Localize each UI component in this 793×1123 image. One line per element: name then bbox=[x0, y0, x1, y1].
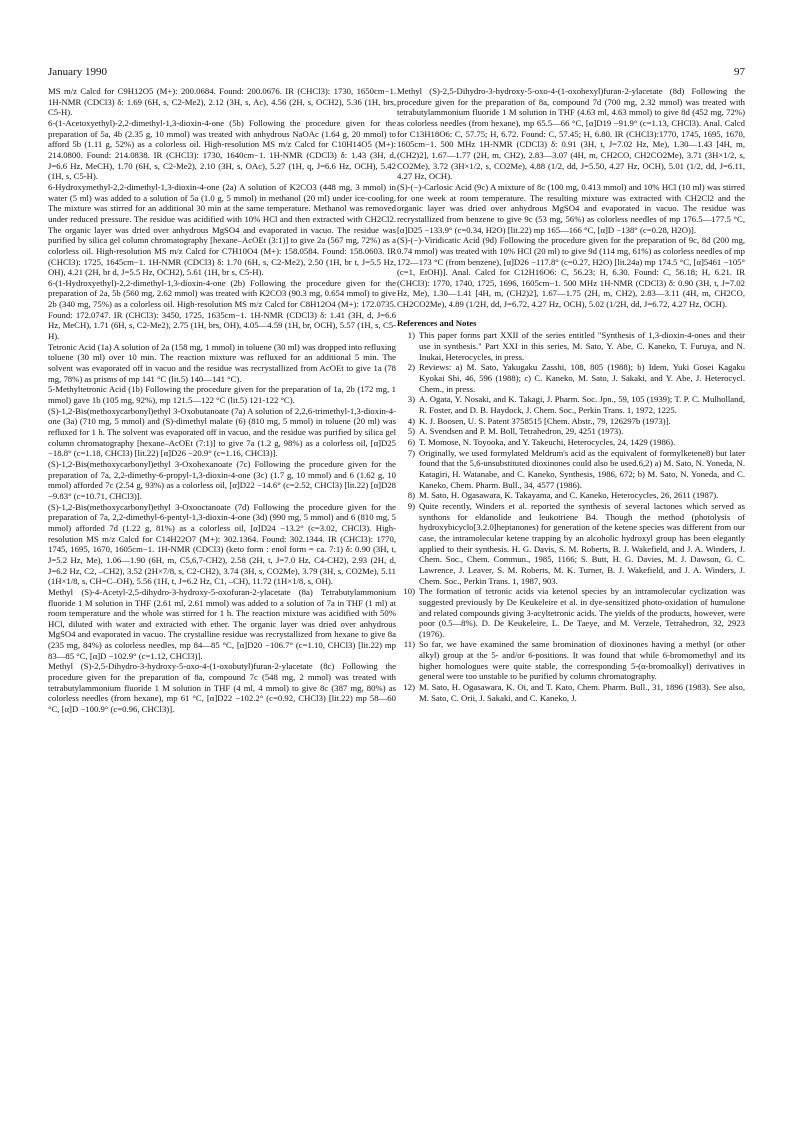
reference-text: M. Sato, H. Ogasawara, K. Takayama, and C. Kaneko, Heterocycles, 26, 2611 (1987). bbox=[419, 490, 719, 501]
reference-item bbox=[397, 437, 745, 448]
reference-item bbox=[397, 586, 745, 639]
reference-item bbox=[397, 362, 745, 394]
reference-text: So far, we have examined the same bromination of dioxinones having a methyl (or other alkyl) group at the 5- and/or 6-positions. It was found that while 6-bromomethyl and its higher homologues were quite stable, the corresponding 5-(α-bromoalkyl) derivatives in general were too unstable to be purified by column chromatography. bbox=[419, 639, 745, 682]
paragraph: Methyl (S)-2,5-Dihydro-3-hydroxy-5-oxo-4-(1-oxohexyl)furan-2-ylacetate (8d) Following the procedure given for the preparation of 8a, compound 7d (700 mg, 2.32 mmol) was treated with tetrabutylammonium fluoride 1 M solution in THF (4.63 ml, 4.63 mmol) to give 8d (452 mg, 72%) as colorless needles (from hexane), mp 65.5—66 °C, [α]D19 −91.9° (c=1.13, CHCl3). Anal. Calcd for C13H18O6: C, 57.75; H, 6.72. Found: C, 57.45; H, 6.80. IR (CHCl3):1770, 1745, 1695, 1670, 1605cm−1. 500 MHz 1H-NMR (CDCl3) δ: 0.91 (3H, t, J=7.02 Hz, Me), 1.30—1.43 [4H, m, (CH2)2], 1.67—1.77 (2H, m, CH2), 2.83—3.07 (4H, m, CH2CO, CH2CO2Me), 3.71 (3H×1/2, s, CO2Me), 3.72 (3H×1/2, s, CO2Me), 4.88 (1/2, dd, J=5.50, 4.27 Hz, OCH), 5.01 (1/2, dd, J=6.11, 4.27 Hz, OCH). bbox=[397, 86, 745, 182]
paragraph: (S)-1,2-Bis(methoxycarbonyl)ethyl 3-Oxobutanoate (7a) A solution of 2,2,6-trimethyl-1,3-dioxin-4-one (3a) (710 mg, 5 mmol) and (S)-dimethyl malate (6) (810 mg, 5 mmol) in toluene (20 ml) was refluxed for 1 h. The solvent was evaporated off in vacuo, and the residue was purified by silica gel column chromatography [hexane–AcOEt (7:1)] to give 7a (1.2 g, 98%) as a colorless oil, [α]D25 −18.8° (c=1.18, CHCl3) [lit.22) [α]D26 −20.9° (c=1.16, CHCl3)]. bbox=[48, 405, 396, 459]
paragraph: (S)-(−)-Carlosic Acid (9c) A mixture of 8c (100 mg, 0.413 mmol) and 10% HCl (10 ml) was stirred for one week at room temperature. The resulting mixture was extracted with CH2Cl2 and the organic layer was dried over anhydrous MgSO4 and evaporated in vacuo. The residue was recrystallized from benzene to give 9c (53 mg, 56%) as colorless needles of mp 176.5—177.5 °C, [α]D25 −133.9° (c=0.34, H2O) [lit.22) mp 165—166 °C, [α]D −138° (c=0.28, H2O)]. bbox=[397, 181, 745, 235]
right-column bbox=[397, 86, 745, 703]
reference-number: 6) bbox=[407, 437, 415, 447]
reference-item bbox=[397, 639, 745, 682]
paragraph: Methyl (S)-4-Acetyl-2,5-dihydro-3-hydroxy-5-oxofuran-2-ylacetate (8a) Tetrabutylammonium fluoride 1 M solution in THF (2.61 ml, 2.61 mmol) was added to a solution of 7a in THF (1 ml) at room temperature and the whole was stirred for 1 h. The reaction mixture was acidified with 50% HCl, diluted with water and extracted with ether. The organic layer was dried over anhydrous MgSO4 and evaporated in vacuo. The crystalline residue was recrystallized from hexane to give 8a (235 mg, 84%) as colorless needles, mp 84—85 °C, [α]D20 −106.7° (c=1.10, CHCl3) [lit.22) mp 83—85 °C, [α]D −102.9° (c=1.12, CHCl3)]. bbox=[48, 586, 396, 661]
reference-item bbox=[397, 448, 745, 491]
reference-number: 3) bbox=[407, 394, 415, 405]
references-list bbox=[397, 330, 745, 703]
reference-number: 8) bbox=[407, 490, 415, 501]
paragraph: 5-Methyltetronic Acid (1b) Following the procedure given for the preparation of 1a, 2b (172 mg, 1 mmol) gave 1b (105 mg, 92%), mp 121.5—122 °C (lit.5) 121-122 °C). bbox=[48, 384, 396, 406]
paragraph: (S)-1,2-Bis(methoxycarbonyl)ethyl 3-Oxooctanoate (7d) Following the procedure given for the preparation of 7a, 2,2-dimethyl-6-pentyl-1,3-dioxin-4-one (3d) (990 mg, 5 mmol) and 6 (810 mg, 5 mmol) afforded 7d (1.22 g, 81%) as a colorless oil, [α]D24 −13.2° (c=3.02, CHCl3). High-resolution MS m/z Calcd for C14H22O7 (M+): 302.1364. Found: 302.1344. IR (CHCl3): 1770, 1745, 1695, 1670, 1605cm−1. 1H-NMR (CDCl3) (keto form : enol form = ca. 7:1) δ: 0.90 (3H, t, J=5.2 Hz, Me), 1.06—1.90 (6H, m, C5,6,7-CH2), 2.58 (2H, t, J=7.0 Hz, C4-CH2), 2.93 (2H, d, J=6.2 Hz, C2, –CH2), 3.52 (2H×7/8, s, C2-CH2), 3.74 (3H, s, CO2Me), 3.79 (3H, s, CO2Me), 5.11 (1H×1/8, s, CH=C–OH), 5.56 (1H, t, J=6.2 Hz, C1, –CH), 11.72 (1H×1/8, s, OH). bbox=[48, 501, 396, 587]
paragraph: Methyl (S)-2,5-Dihydro-3-hydroxy-5-oxo-4-(1-oxobutyl)furan-2-ylacetate (8c) Following the procedure given for the preparation of 8a, compound 7c (548 mg, 2 mmol) was treated with tetrabutylammonium fluoride 1 M solution in THF (4 ml, 4 mmol) to give 8c (387 mg, 80%) as colorless needles (from hexane), mp 61 °C, [α]D22 −102.2° (c=0.92, CHCl3) [lit.22) mp 58—60 °C, [α]D −100.9° (c=0.96, CHCl3)]. bbox=[48, 661, 396, 715]
paragraph: (S)-(−)-Viridicatic Acid (9d) Following the procedure given for the preparation of 9c, 8d (200 mg, 0.74 mmol) was treated with 10% HCl (20 ml) to give 9d (114 mg, 61%) as colorless needles of mp 172—173 °C (from benzene), [α]D26 −117.8° (c=0.27, H2O) [lit.24a) mp 174.5 °C, [α]5461 −105° (c=1, EtOH)]. Anal. Calcd for C12H16O6: C, 56.23; H, 6.30. Found: C, 56.18; H, 6.21. IR (CHCl3): 1770, 1740, 1725, 1696, 1605cm−1. 500 MHz 1H-NMR (CDCl3) δ: 0.90 (3H, t, J=7.02 Hz, Me), 1.30—1.41 [4H, m, (CH2)2], 1.67—1.75 (2H, m, CH2), 2.83—3.11 (4H, m, CH2CO, CH2CO2Me), 4.89 (1/2H, dd, J=6.72, 4.27 Hz, OCH), 5.02 (1/2H, dd, J=6.72, 4.27 Hz, OCH). bbox=[397, 235, 745, 310]
reference-item bbox=[397, 501, 745, 586]
paragraph: 6-(1-Hydroxyethyl)-2,2-dimethyl-1,3-dioxin-4-one (2b) Following the procedure given for the preparation of 2a, 5b (560 mg, 2.62 mmol) was treated with K2CO3 (90.3 mg, 0.654 mmol) to give 2b (340 mg, 75%) as a colorless oil. High-resolution MS m/z Calcd for C8H12O4 (M+): 172.0735. Found: 172.0747. IR (CHCl3): 3450, 1725, 1635cm−1. 1H-NMR (CDCl3) δ: 1.41 (3H, d, J=6.6 Hz, MeCH), 1.71 (6H, s, C2-Me2), 2.75 (1H, brs, OH), 4.05—4.59 (1H, br, OCH), 5.57 (1H, s, C5-H). bbox=[48, 277, 396, 342]
reference-number: 2) bbox=[407, 362, 415, 373]
paragraph: 6-Hydroxymethyl-2,2-dimethyl-1,3-dioxin-4-one (2a) A solution of K2CO3 (448 mg, 3 mmol) in water (5 ml) was added to a solution of 5a (1.0 g, 5 mmol) in methanol (20 ml) under ice-cooling. The mixture was stirred for an additional 30 min at the same temperature. Methanol was removed under reduced pressure. The residue was acidified with 10% HCl and then extracted with CH2Cl2. The organic layer was dried over anhydrous MgSO4 and evaporated in vacuo. The residue was purified by silica gel column chromatography [hexane–AcOEt (3:1)] to give 2a (567 mg, 72%) as a colorless oil. High-resolution MS m/z Calcd for C7H10O4 (M+): 158.0584. Found: 158.0603. IR (CHCl3): 1725, 1645cm−1. 1H-NMR (CDCl3) δ: 1.70 (6H, s, C2-Me2), 2.50 (1H, br t, J=5.5 Hz, OH), 4.21 (2H, br d, J=5.5 Hz, OCH2), 5.61 (1H, br s, C5-H). bbox=[48, 181, 396, 278]
reference-text: A. Ogata, Y. Nosaki, and K. Takagi, J. Pharm. Soc. Jpn., 59, 105 (1939); T. P. C. Mulholland, R. Foster, and D. B. Haydock, J. Chem. Soc., Perkin Trans. 1, 1972, 1225. bbox=[419, 394, 745, 416]
reference-text: This paper forms part XXII of the series entitled "Synthesis of 1,3-dioxin-4-ones and their use in synthesis." Part XXI in this series, M. Sato, Y. Abe, C. Kaneko, T. Furuya, and N. Inukai, Heterocycles, in press. bbox=[419, 330, 745, 362]
page-number: 97 bbox=[734, 66, 745, 78]
reference-number: 7) bbox=[407, 447, 415, 458]
reference-item bbox=[397, 490, 745, 501]
reference-number: 10) bbox=[403, 586, 415, 597]
reference-number: 12) bbox=[403, 682, 415, 693]
reference-text: Reviews: a) M. Sato, Yakugaku Zasshi, 108, 805 (1988); b) Idem, Yuki Gosei Kagaku Kyokai Shi, 46, 596 (1988); c) C. Kaneko, M. Sato, J. Sakaki, and Y. Abe, J. Heterocycl. Chem., in press. bbox=[419, 362, 745, 394]
reference-text: The formation of tetronic acids via ketenol species by an intramolecular cyclization was suggested previously by De Keukeleire et al. in dye-sensitized photo-oxidation of humulone and related compounds giving 3-acyltetronic acids. The yields of the products, however, were poor (0.5—8%). D. De Keukeleire, L. De Taeye, and M. Verzele, Tetrahedron, 32, 2923 (1976). bbox=[419, 586, 745, 639]
references-heading: References and Notes bbox=[397, 317, 477, 328]
reference-text: M. Sato, H. Ogasawara, K. Oi, and T. Kato, Chem. Pharm. Bull., 31, 1896 (1983). See also, M. Sato, C. Orii, J. Sakaki, and C. Kaneko, J. bbox=[419, 682, 745, 703]
paragraph: MS m/z Calcd for C9H12O5 (M+): 200.0684. Found: 200.0676. IR (CHCl3): 1730, 1650cm−1. 1H-NMR (CDCl3) δ: 1.69 (6H, s, C2-Me2), 2.12 (3H, s, Ac), 4.56 (2H, s, OCH2), 5.36 (1H, brs, C5-H). bbox=[48, 86, 396, 118]
page-header bbox=[48, 66, 745, 82]
reference-item bbox=[397, 426, 745, 437]
reference-number: 5) bbox=[407, 426, 415, 437]
reference-item bbox=[397, 394, 745, 415]
reference-item bbox=[397, 330, 745, 362]
reference-text: K. J. Boosen, U. S. Patent 3758515 [Chem. Abstr., 79, 126297b (1973)]. bbox=[419, 415, 671, 426]
reference-number: 1) bbox=[407, 330, 415, 341]
header-date: January 1990 bbox=[48, 66, 107, 78]
paragraph: Tetronic Acid (1a) A solution of 2a (158 mg, 1 mmol) in toluene (30 ml) was dropped into refluxing toluene (30 ml) over 10 min. The reaction mixture was refluxed for an additional 5 min. The solvent was evaporated off in vacuo and the residue was recrystallized from AcOEt to give 1a (78 mg, 78%) as prisms of mp 141 °C (lit.5) 140—141 °C). bbox=[48, 341, 396, 384]
reference-text: A. Svendsen and P. M. Boll, Tetrahedron, 29, 4251 (1973). bbox=[419, 426, 624, 437]
left-column bbox=[48, 86, 396, 715]
paragraph: 6-(1-Acetoxyethyl)-2,2-dimethyl-1,3-dioxin-4-one (5b) Following the procedure given for the preparation of 5a, 4b (2.35 g, 10 mmol) was treated with anhydrous NaOAc (1.64 g, 20 mmol) to afford 5b (1.11 g, 52%) as a colorless oil. High-resolution MS m/z Calcd for C10H14O5 (M+): 214.0800. Found: 214.0838. IR (CHCl3): 1730, 1640cm−1. 1H-NMR (CDCl3) δ: 1.43 (3H, d, J=6.6 Hz, MeCH), 1.70 (6H, s, C2-Me2), 2.10 (3H, s, OAc), 5.27 (1H, q, J=6.6 Hz, OCH), 5.42 (1H, s, C5-H). bbox=[48, 117, 396, 182]
reference-number: 9) bbox=[407, 500, 415, 511]
reference-text: Originally, we used formylated Meldrum's acid as the equivalent of formylketene8) but later found that the 5,6-unsubstituted dioxinones could also be used.6,2) a) M. Sato, N. Yoneda, N. Katagiri, H. Watanabe, and C. Kaneko, Synthesis, 1986, 672; b) M. Sato, N. Yoneda, and C. Kaneko, Chem. Pharm. Bull., 34, 4577 (1986). bbox=[419, 447, 745, 490]
reference-number: 4) bbox=[407, 415, 415, 426]
reference-item bbox=[397, 416, 745, 427]
reference-text: Quite recently, Winders et al. reported the synthesis of several lactones which served as synthons for eldanolide and leukotriene B4. Though the method (photolysis of hydroxybicyclo[3.2.0]heptanones) for generation of the ketene species was different from our case, the intramolecular ketene trapping by an alcoholic hydroxyl group has been elegantly applied to their synthesis. H. G. Davis, S. M. Roberts, B. J. Wakefield, and J. A. Winders, J. Chem. Soc., Chem. Commun., 1985, 1166; S. Butt, H. G. Davies, M. J. Dawson, G. C. Lawrence, J. Leaver, S. M. Roberts, M. K. Turner, B. J. Wakefield, and J. A. Winders, J. Chem. Soc., Perkin Trans. 1, 1987, 903. bbox=[419, 500, 745, 586]
reference-text: T. Momose, N. Toyooka, and Y. Takeuchi, Heterocycles, 24, 1429 (1986). bbox=[419, 437, 676, 447]
reference-item bbox=[397, 682, 745, 703]
reference-number: 11) bbox=[403, 639, 415, 650]
paragraph: (S)-1,2-Bis(methoxycarbonyl)ethyl 3-Oxohexanoate (7c) Following the procedure given for the preparation of 7a, 2,2-dimethy-6-propyl-1,3-dioxin-4-one (3c) (1.7 g, 10 mmol) and 6 (1.62 g, 10 mmol) afforded 7c (2.54 g, 93%) as a colorless oil, [α]D22 −14.6° (c=2.52, CHCl3) [lit.22) [α]D28 −9.83° (c=10.71, CHCl3)]. bbox=[48, 458, 396, 501]
